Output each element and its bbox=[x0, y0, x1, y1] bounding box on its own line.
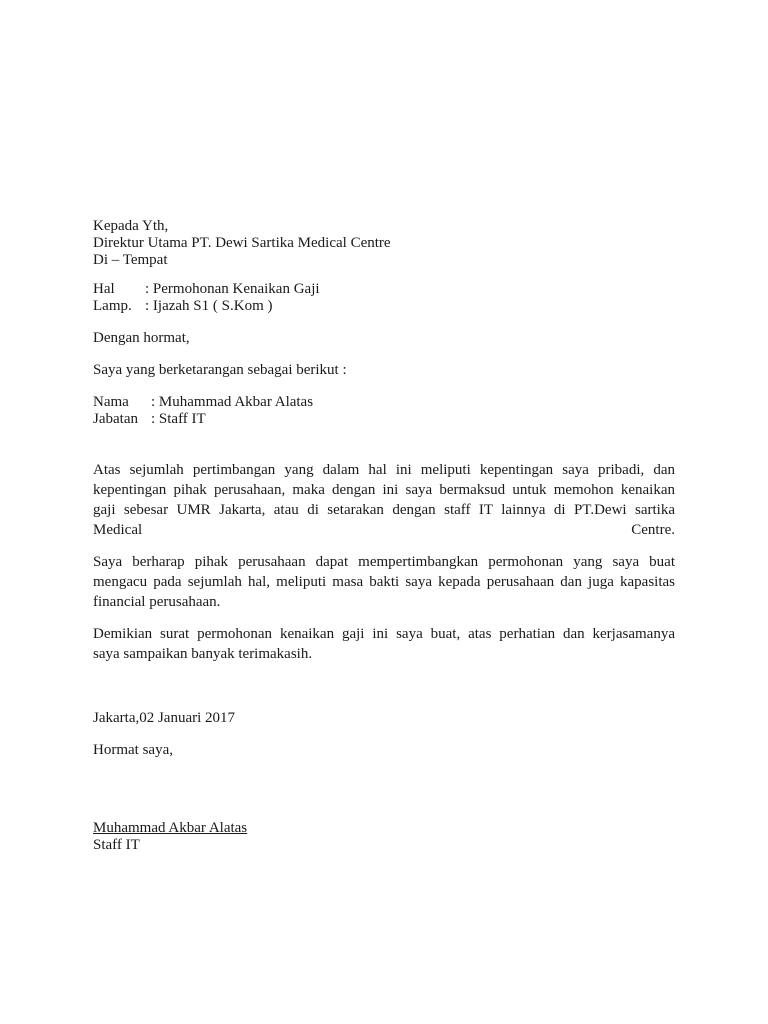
paragraph-line: Saya berharap pihak perusahaan dapat mempertimbangkan permohonan yang saya buat bbox=[93, 554, 675, 570]
intro: Saya yang berketarangan sebagai berikut : bbox=[93, 362, 347, 378]
nama-value: : Muhammad Akbar Alatas bbox=[151, 394, 314, 410]
signature-name: Muhammad Akbar Alatas bbox=[93, 820, 248, 836]
paragraph-line: financial perusahaan. bbox=[93, 594, 221, 610]
recipient-location: Di – Tempat bbox=[93, 252, 168, 268]
identity-block bbox=[93, 394, 313, 428]
signature-block bbox=[93, 820, 247, 854]
paragraph-1 bbox=[93, 460, 675, 540]
recipient-name: Direktur Utama PT. Dewi Sartika Medical Centre bbox=[93, 235, 391, 251]
closing: Hormat saya, bbox=[93, 742, 173, 758]
lamp-label: Lamp. bbox=[93, 298, 132, 314]
paragraph-2 bbox=[93, 552, 675, 612]
recipient-salutation: Kepada Yth, bbox=[93, 218, 169, 234]
place-date: Jakarta,02 Januari 2017 bbox=[93, 710, 236, 726]
paragraph-line: gaji sebesar UMR Jakarta, atau di setarakan dengan staff IT lainnya di PT.Dewi sartika bbox=[93, 502, 675, 518]
nama-label: Nama bbox=[93, 394, 129, 410]
paragraph-3 bbox=[93, 624, 675, 664]
paragraph-line: Medical Centre. bbox=[93, 522, 675, 538]
greeting: Dengan hormat, bbox=[93, 330, 190, 346]
hal-label: Hal bbox=[93, 281, 115, 297]
hal-value: : Permohonan Kenaikan Gaji bbox=[145, 281, 320, 297]
signature-title: Staff IT bbox=[93, 837, 140, 853]
jabatan-value: : Staff IT bbox=[151, 411, 206, 427]
subject-block bbox=[93, 281, 320, 315]
paragraph-line: Demikian surat permohonan kenaikan gaji ini saya buat, atas perhatian dan kerjasamanya bbox=[93, 626, 675, 642]
paragraph-line: Atas sejumlah pertimbangan yang dalam hal ini meliputi kepentingan saya pribadi, dan bbox=[93, 462, 675, 478]
paragraph-line: saya sampaikan banyak terimakasih. bbox=[93, 646, 313, 662]
paragraph-line: kepentingan pihak perusahaan, maka dengan ini saya bermaksud untuk memohon kenaikan bbox=[93, 482, 675, 498]
paragraph-line: mengacu pada sejumlah hal, meliputi masa bakti saya kepada perusahaan dan juga kapasitas bbox=[93, 574, 675, 590]
jabatan-label: Jabatan bbox=[93, 411, 138, 427]
recipient-block bbox=[93, 218, 391, 269]
lamp-value: : Ijazah S1 ( S.Kom ) bbox=[145, 298, 273, 314]
